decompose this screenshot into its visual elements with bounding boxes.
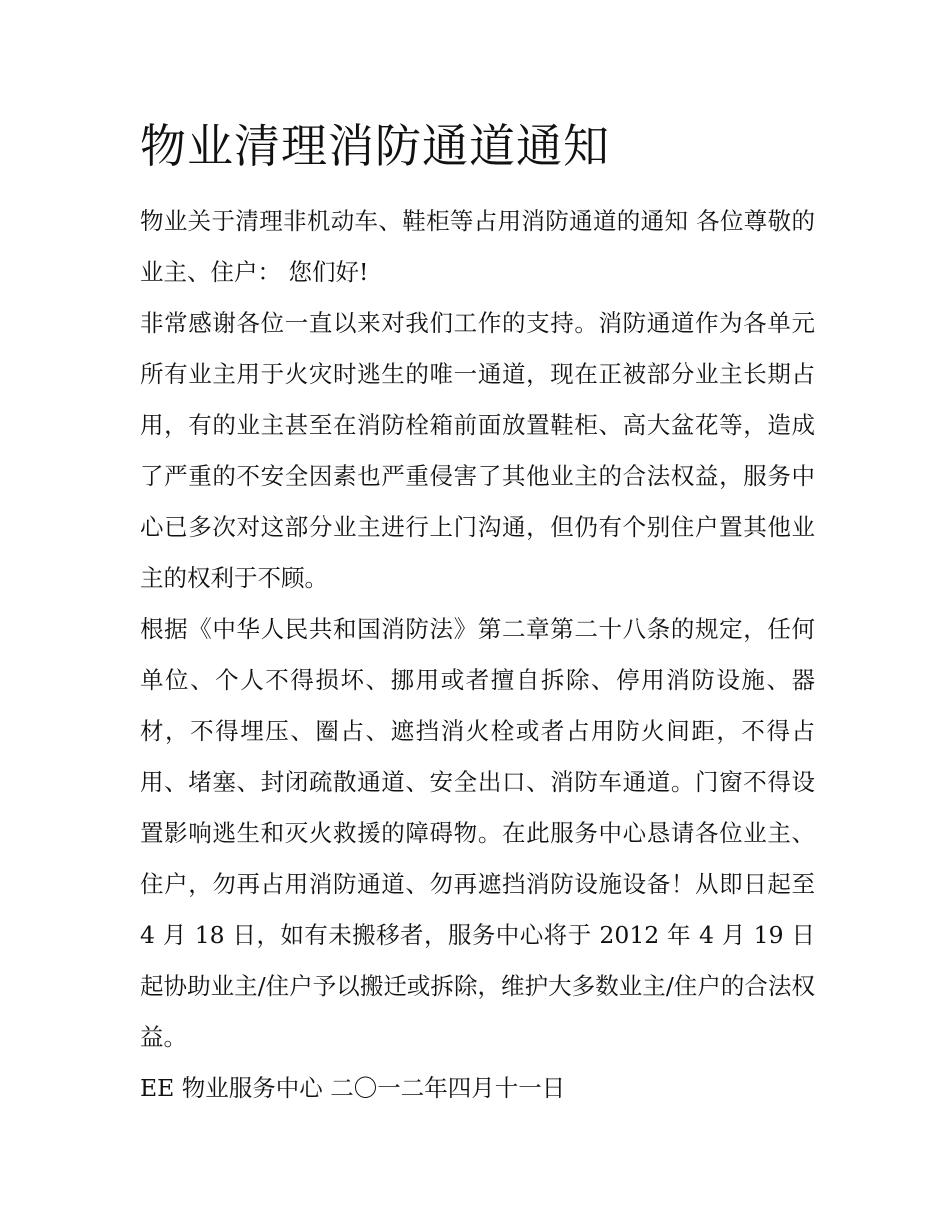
body-paragraph-2: 根据《中华人民共和国消防法》第二章第二十八条的规定，任何单位、个人不得损坏、挪用或者擅自拆除、停用消防设施、器材，不得埋压、圈占、遮挡消火栓或者占用防火间距，不得占用、堵塞、封闭疏散通道、安全出口、消防车通道。门窗不得设置影响逃生和灭火救援的障碍物。在此服务中心恳请各位业主、住户，勿再占用消防通道、勿再遮挡消防设施设备！从即日起至 4 月 18 日，如有未搬移者，服务中心将于 2012 年 4 月 19 日起协助业主/住户予以搬迁或拆除，维护大多数业主/住户的合法权益。	[140, 615, 815, 1051]
body-paragraph-1: 非常感谢各位一直以来对我们工作的支持。消防通道作为各单元所有业主用于火灾时逃生的唯一通道，现在正被部分业主长期占用，有的业主甚至在消防栓箱前面放置鞋柜、高大盆花等，造成了严重的不安全因素也严重侵害了其他业主的合法权益，服务中心已多次对这部分业主进行上门沟通，但仍有个别住户置其他业主的权利于不顾。	[140, 309, 815, 592]
document-title: 物业清理消防通道通知	[140, 119, 610, 173]
signature-line: EE 物业服务中心 二〇一二年四月十一日	[140, 1074, 566, 1102]
document-page	[140, 112, 815, 1114]
greeting-paragraph: 物业关于清理非机动车、鞋柜等占用消防通道的通知 各位尊敬的业主、住户： 您们好!	[140, 207, 815, 286]
